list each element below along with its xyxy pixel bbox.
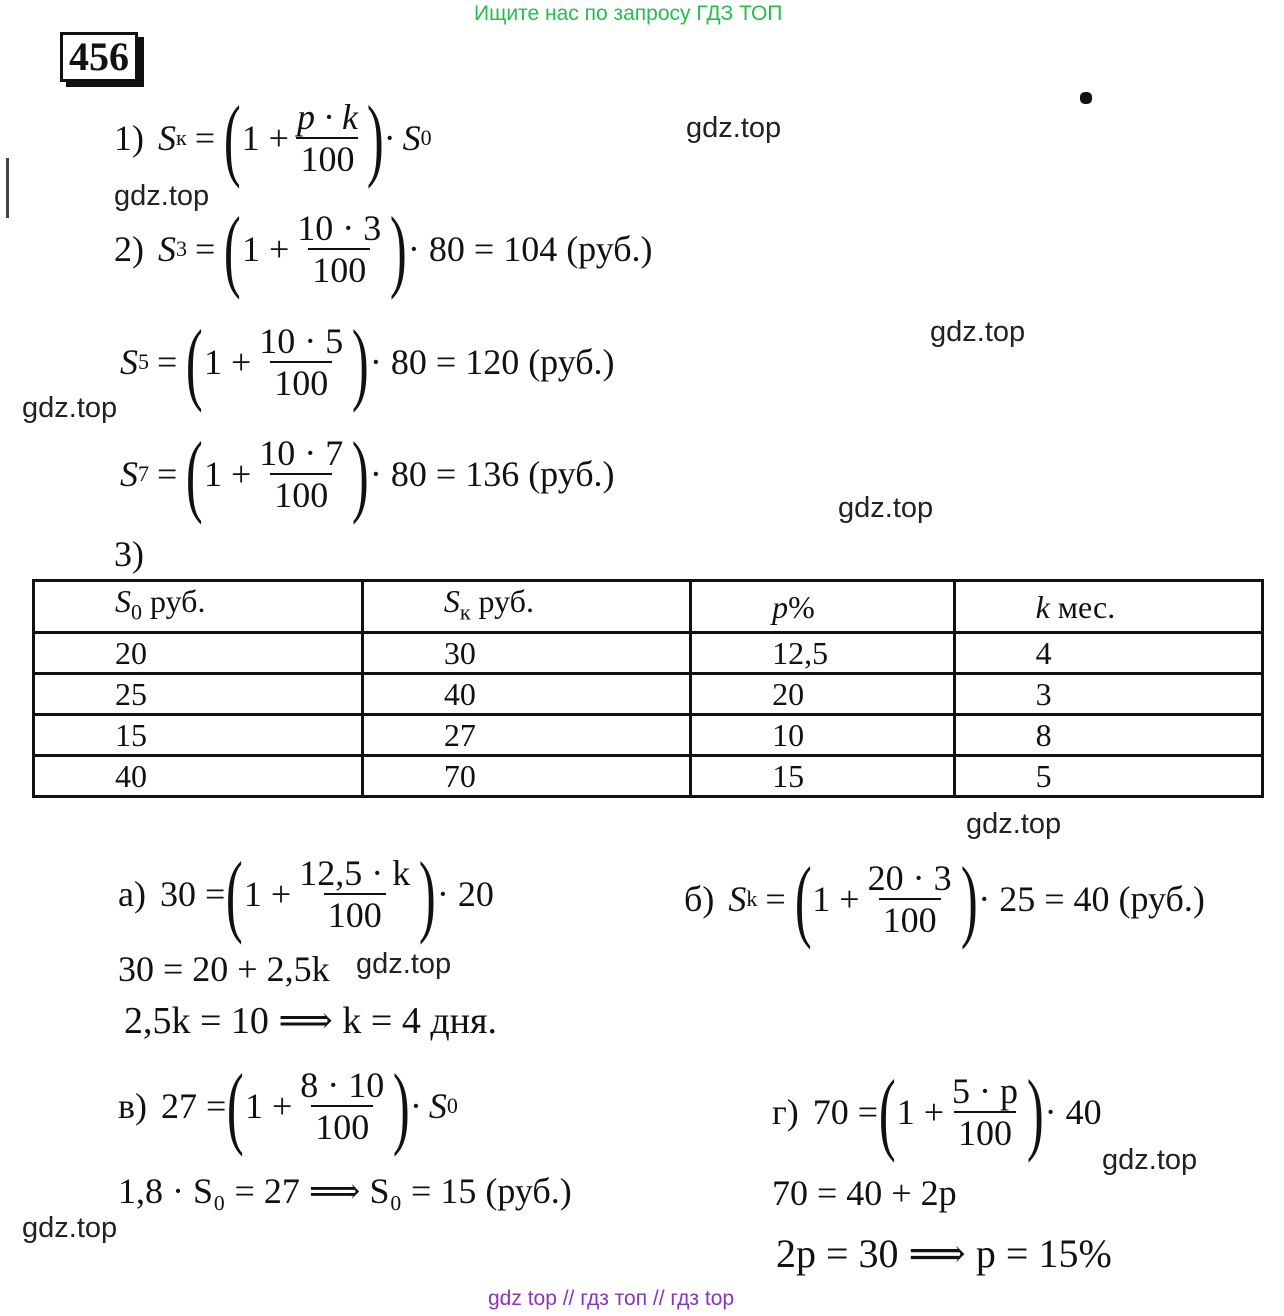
table-cell: 15 [691,756,955,797]
table-cell: 8 [954,715,1262,756]
table-header-cell: $S_0$ руб. [34,581,363,633]
part-d-line2: 70 = 40 + 2p [772,1173,957,1213]
table-cell: 30 [362,633,690,674]
watermark: gdz.top [838,492,934,524]
fraction: $\frac{8 \cdot 10}{100}$ [300,1065,385,1147]
fraction: $\frac{10 \cdot 5}{100}$ [259,321,344,403]
watermark: gdz.top [22,1212,118,1244]
formula-step1: 1) S к = ( 1 + $\frac{p \cdot k}{100}$ ) · S 0 [114,87,432,189]
deposit-table [32,579,1264,798]
table-row [34,674,1263,715]
fraction: $\frac{20 \cdot 3}{100}$ [867,858,952,940]
table-row [34,715,1263,756]
table-cell: 4 [954,633,1262,674]
watermark: gdz.top [356,948,452,980]
watermark: gdz.top [686,112,782,144]
part-a-line2: 30 = 20 + 2,5k [118,949,330,989]
table-cell: 70 [362,756,690,797]
table-header-row [34,581,1263,633]
scan-edge-mark [6,158,9,218]
table-cell: 20 [34,633,363,674]
watermark: gdz.top [966,808,1062,840]
top-banner: Ищите нас по запросу ГДЗ ТОП [474,2,783,25]
table-cell: 40 [362,674,690,715]
table-cell: 3 [954,674,1262,715]
problem-number: 456 [60,32,138,82]
formula-s5: S 5 = ( 1 + $\frac{10 \cdot 5}{100}$ ) · 80 = 120 (руб.) [120,311,615,413]
formula-step2: 2) S 3 = ( 1 + $\frac{10 \cdot 3}{100}$ ) · 80 = 104 (руб.) [114,198,653,300]
part-a-line3: 2,5k = 10 ⟹ k = 4 дня. [124,1000,497,1042]
fraction: $\frac{5 \cdot p}{100}$ [952,1071,1019,1153]
fraction: $\frac{10 \cdot 3}{100}$ [297,208,382,290]
table-header-cell: k мес. [954,581,1262,633]
table-cell: 15 [34,715,363,756]
table-cell: 40 [34,756,363,797]
fraction: $\frac{12,5 \cdot k}{100}$ [299,853,411,935]
fraction: $\frac{10 \cdot 7}{100}$ [259,433,344,515]
part-c-line2: 1,8 · S₀ = 27 ⟹ S₀ = 15 (руб.) [118,1171,572,1211]
table-cell: 12,5 [691,633,955,674]
formula-part-d: г) 70 = ( 1 + $\frac{5 \cdot p}{100}$ ) · 40 [772,1061,1102,1163]
watermark: gdz.top [114,180,210,212]
watermark: gdz.top [930,316,1026,348]
part-d-line3: 2p = 30 ⟹ p = 15% [776,1231,1112,1276]
fraction: $\frac{p \cdot k}{100}$ [296,97,358,179]
watermark: gdz.top [22,392,118,424]
table-cell: 20 [691,674,955,715]
formula-part-b: б) S k = ( 1 + $\frac{20 \cdot 3}{100}$ ) · 25 = 40 (руб.) [684,848,1205,950]
formula-s7: S 7 = ( 1 + $\frac{10 \cdot 7}{100}$ ) · 80 = 136 (руб.) [120,423,615,525]
table-header-cell: p% [691,581,955,633]
step3-label: 3) [114,534,144,574]
watermark: gdz.top [1102,1144,1198,1176]
table-row [34,633,1263,674]
table-cell: 10 [691,715,955,756]
table-cell: 25 [34,674,363,715]
table-row [34,756,1263,797]
formula-part-a: а) 30 = ( 1 + $\frac{12,5 \cdot k}{100}$ ) · 20 [118,843,494,945]
table-cell: 5 [954,756,1262,797]
formula-part-c: в) 27 = ( 1 + $\frac{8 \cdot 10}{100}$ ) · S 0 [118,1055,458,1157]
table-header-cell: $S_к$ руб. [362,581,690,633]
bottom-banner: gdz top // гдз топ // гдз top [488,1287,735,1310]
ink-speck [1080,92,1092,104]
table-cell: 27 [362,715,690,756]
